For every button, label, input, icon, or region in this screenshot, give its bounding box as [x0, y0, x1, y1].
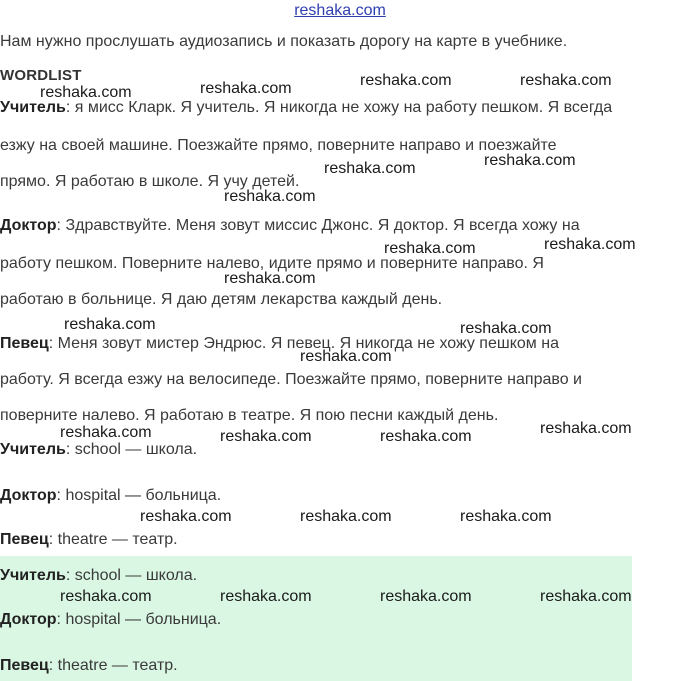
teacher-line-2: езжу на своей машине. Поезжайте прямо, поверните направо и поезжайте — [0, 137, 557, 154]
watermark: reshaka.com — [60, 424, 152, 441]
watermark: reshaka.com — [200, 80, 292, 97]
watermark: reshaka.com — [380, 428, 472, 445]
wordlist-item — [0, 440, 197, 460]
speaker-doctor: Доктор — [0, 217, 57, 234]
watermark: reshaka.com — [540, 420, 632, 437]
doctor-text: : Здравствуйте. Меня зовут миссис Джонс. Я доктор. Я всегда хожу на — [56, 217, 580, 234]
watermark: reshaka.com — [40, 84, 132, 101]
watermark: reshaka.com — [224, 188, 316, 205]
watermark: reshaka.com — [360, 72, 452, 89]
watermark: reshaka.com — [520, 72, 612, 89]
answer-speaker: Учитель — [0, 567, 66, 584]
answer-text: : theatre — театр. — [48, 657, 178, 674]
watermark: reshaka.com — [380, 588, 472, 605]
answer-text: : hospital — больница. — [56, 611, 222, 628]
watermark: reshaka.com — [64, 316, 156, 333]
doctor-line-1 — [0, 216, 580, 236]
answer-item — [0, 656, 178, 676]
watermark: reshaka.com — [460, 508, 552, 525]
wordlist-heading: WORDLIST — [0, 67, 82, 84]
doctor-line-3: работаю в больнице. Я даю детям лекарства каждый день. — [0, 291, 443, 308]
wordlist-text: : school — школа. — [65, 441, 198, 458]
singer-line-2: работу. Я всегда езжу на велосипеде. Поезжайте прямо, поверните направо и — [0, 371, 582, 388]
teacher-text: : я мисс Кларк. Я учитель. Я никогда не хожу на работу пешком. Я всегда — [65, 99, 613, 116]
answer-speaker: Доктор — [0, 611, 57, 628]
doctor-line-2: работу пешком. Поверните налево, идите прямо и поверните направо. Я — [0, 255, 544, 272]
wordlist-speaker: Певец — [0, 531, 49, 548]
watermark: reshaka.com — [300, 508, 392, 525]
watermark: reshaka.com — [324, 160, 416, 177]
answer-speaker: Певец — [0, 657, 49, 674]
watermark: reshaka.com — [460, 320, 552, 337]
watermark: reshaka.com — [140, 508, 232, 525]
watermark: reshaka.com — [484, 152, 576, 169]
watermark: reshaka.com — [224, 270, 316, 287]
wordlist-text: : theatre — театр. — [48, 531, 178, 548]
singer-line-3: поверните налево. Я работаю в театре. Я пою песни каждый день. — [0, 407, 499, 424]
teacher-line-3: прямо. Я работаю в школе. Я учу детей. — [0, 173, 300, 190]
answer-text: : school — школа. — [65, 567, 198, 584]
watermark: reshaka.com — [60, 588, 152, 605]
singer-text: : Меня зовут мистер Эндрюс. Я певец. Я никогда не хожу пешком на — [48, 335, 559, 352]
speaker-teacher: Учитель — [0, 99, 66, 116]
watermark: reshaka.com — [384, 240, 476, 257]
watermark: reshaka.com — [220, 588, 312, 605]
answer-item — [0, 566, 197, 586]
watermark: reshaka.com — [544, 236, 636, 253]
site-logo[interactable]: reshaka.com — [294, 2, 386, 19]
wordlist-speaker: Доктор — [0, 487, 57, 504]
wordlist-speaker: Учитель — [0, 441, 66, 458]
watermark: reshaka.com — [540, 588, 632, 605]
answer-item — [0, 610, 221, 630]
wordlist-item — [0, 530, 178, 550]
intro-text: Нам нужно прослушать аудиозапись и показать дорогу на карте в учебнике. — [0, 33, 568, 50]
wordlist-item — [0, 486, 221, 506]
speaker-singer: Певец — [0, 335, 49, 352]
watermark: reshaka.com — [300, 348, 392, 365]
wordlist-text: : hospital — больница. — [56, 487, 222, 504]
watermark: reshaka.com — [220, 428, 312, 445]
